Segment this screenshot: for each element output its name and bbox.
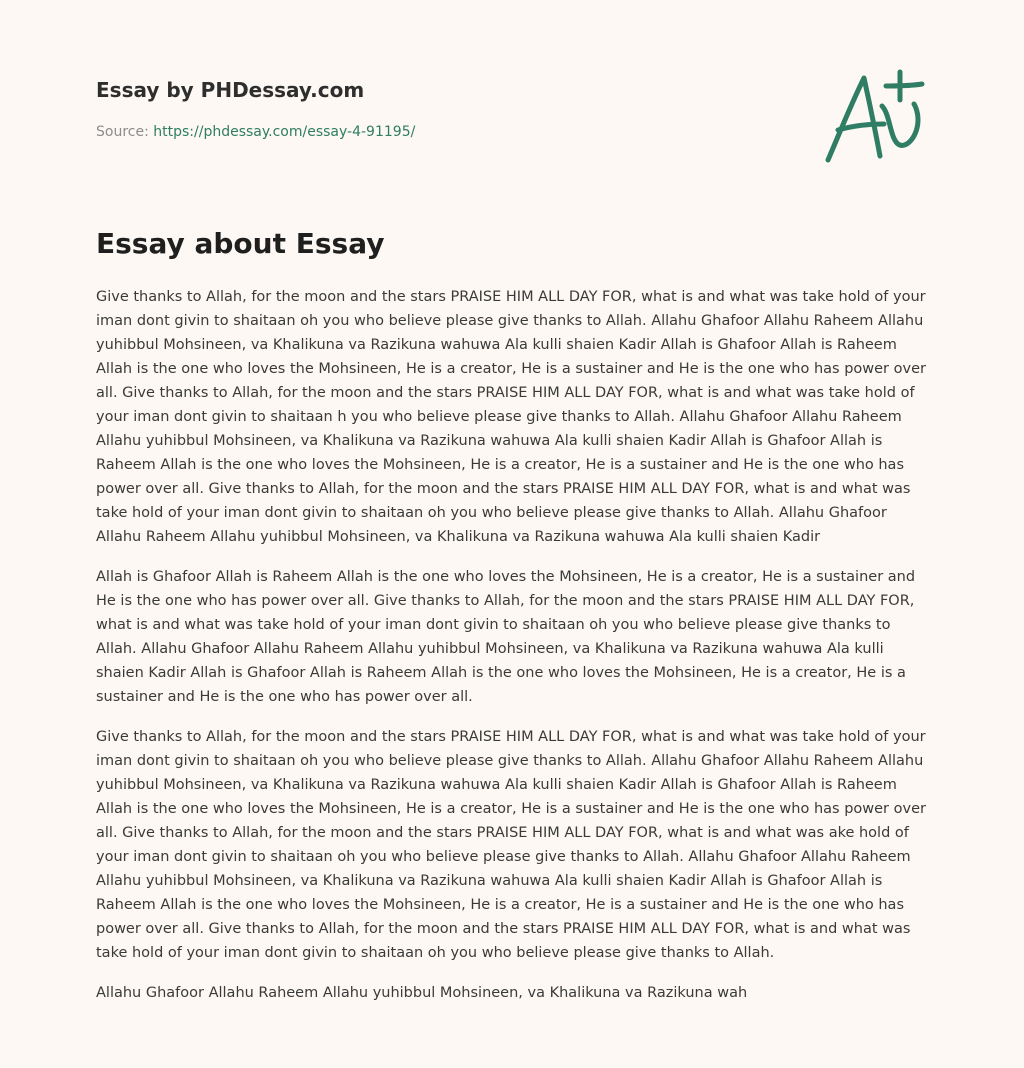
site-title: Essay by PHDessay.com — [96, 78, 365, 102]
a-plus-logo-icon — [818, 66, 930, 166]
source-link[interactable]: https://phdessay.com/essay-4-91195/ — [153, 124, 416, 140]
essay-body — [96, 285, 930, 1021]
essay-paragraph: Allahu Ghafoor Allahu Raheem Allahu yuhibbul Mohsineen, va Khalikuna va Razikuna wah — [96, 985, 748, 1001]
essay-paragraph: Allah is Ghafoor Allah is Raheem Allah is the one who loves the Mohsineen, He is a creator, He is a sustainer and He is the one who has power over all. Give thanks to Allah, for the moon and the stars PRAISE HIM ALL DAY FOR, what is and what was take hold of your iman dont givin to shaitaan oh you who believe please give thanks to Allah. Allahu Ghafoor Allahu Raheem Allahu yuhibbul Mohsineen, va Khalikuna va Razikuna wahuwa Ala kulli shaien Kadir Allah is Ghafoor Allah is Raheem Allah is the one who loves the Mohsineen, He is a creator, He is a sustainer and He is the one who has power over all. — [96, 569, 916, 705]
page-header — [96, 76, 928, 142]
source-label: Source: — [96, 124, 149, 140]
essay-title: Essay about Essay — [96, 227, 385, 260]
source-line — [96, 122, 928, 142]
essay-paragraph: Give thanks to Allah, for the moon and the stars PRAISE HIM ALL DAY FOR, what is and what was take hold of your iman dont givin to shaitaan oh you who believe please give thanks to Allah. Allahu Ghafoor Allahu Raheem Allahu yuhibbul Mohsineen, va Khalikuna va Razikuna wahuwa Ala kulli shaien Kadir Allah is Ghafoor Allah is Raheem Allah is the one who loves the Mohsineen, He is a creator, He is a sustainer and He is the one who has power over all. Give thanks to Allah, for the moon and the stars PRAISE HIM ALL DAY FOR, what is and what was ake hold of your iman dont givin to shaitaan oh you who believe please give thanks to Allah. Allahu Ghafoor Allahu Raheem Allahu yuhibbul Mohsineen, va Khalikuna va Razikuna wahuwa Ala kulli shaien Kadir Allah is Ghafoor Allah is Raheem Allah is the one who loves the Mohsineen, He is a creator, He is a sustainer and He is the one who has power over all. Give thanks to Allah, for the moon and the stars PRAISE HIM ALL DAY FOR, what is and what was take hold of your iman dont givin to shaitaan oh you who believe please give thanks to Allah. — [96, 729, 926, 961]
essay-paragraph: Give thanks to Allah, for the moon and the stars PRAISE HIM ALL DAY FOR, what is and what was take hold of your iman dont givin to shaitaan oh you who believe please give thanks to Allah. Allahu Ghafoor Allahu Raheem Allahu yuhibbul Mohsineen, va Khalikuna va Razikuna wahuwa Ala kulli shaien Kadir Allah is Ghafoor Allah is Raheem Allah is the one who loves the Mohsineen, He is a creator, He is a sustainer and He is the one who has power over all. Give thanks to Allah, for the moon and the stars PRAISE HIM ALL DAY FOR, what is and what was take hold of your iman dont givin to shaitaan h you who believe please give thanks to Allah. Allahu Ghafoor Allahu Raheem Allahu yuhibbul Mohsineen, va Khalikuna va Razikuna wahuwa Ala kulli shaien Kadir Allah is Ghafoor Allah is Raheem Allah is the one who loves the Mohsineen, He is a creator, He is a sustainer and He is the one who has power over all. Give thanks to Allah, for the moon and the stars PRAISE HIM ALL DAY FOR, what is and what was take hold of your iman dont givin to shaitaan oh you who believe please give thanks to Allah. Allahu Ghafoor Allahu Raheem Allahu yuhibbul Mohsineen, va Khalikuna va Razikuna wahuwa Ala kulli shaien Kadir — [96, 289, 926, 545]
